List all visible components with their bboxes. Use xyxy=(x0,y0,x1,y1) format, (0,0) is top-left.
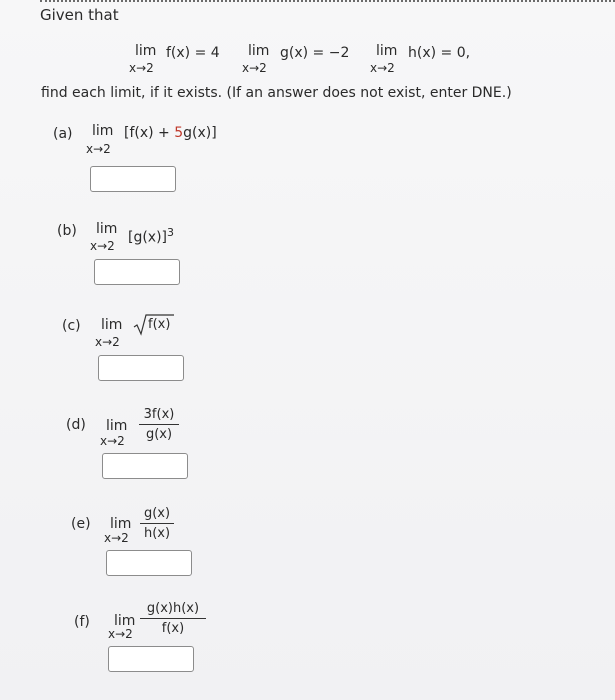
part-f-sub: x→2 xyxy=(108,627,133,641)
given-lim-f-sub: x→2 xyxy=(129,61,154,75)
given-lim-g-expr: g(x) = −2 xyxy=(280,45,350,61)
part-c-label: (c) xyxy=(62,318,81,334)
given-lim-g-sub: x→2 xyxy=(242,61,267,75)
given-lim-f-word: lim xyxy=(135,43,157,59)
part-c-lim: lim xyxy=(101,317,123,333)
part-a-lim: lim xyxy=(92,123,114,139)
part-a-sub: x→2 xyxy=(86,142,111,156)
part-f-label: (f) xyxy=(74,614,90,630)
fraction-bar xyxy=(139,424,179,425)
top-divider xyxy=(40,0,615,2)
part-a-expression xyxy=(124,125,217,141)
given-lim-h-expr: h(x) = 0, xyxy=(408,45,471,61)
part-b-label: (b) xyxy=(57,223,77,239)
part-e-label: (e) xyxy=(71,516,91,532)
part-a-expr-start: [f(x) + xyxy=(124,125,175,141)
instructions-text: find each limit, if it exists. (If an answer does not exist, enter DNE.) xyxy=(41,85,512,101)
part-b-expr: [g(x)] xyxy=(128,229,168,246)
part-d-lim: lim xyxy=(106,418,128,434)
part-b-sub: x→2 xyxy=(90,239,115,253)
part-f-denominator: f(x) xyxy=(161,621,185,636)
given-lim-g-word: lim xyxy=(248,43,270,59)
part-a-label: (a) xyxy=(53,126,73,142)
part-c-answer-input[interactable] xyxy=(98,355,184,381)
fraction-bar xyxy=(140,618,206,619)
part-b-lim: lim xyxy=(96,221,118,237)
part-d-sub: x→2 xyxy=(100,434,125,448)
part-d-label: (d) xyxy=(66,417,86,433)
given-lim-h-sub: x→2 xyxy=(370,61,395,75)
part-b-answer-input[interactable] xyxy=(94,259,180,285)
given-lim-h-word: lim xyxy=(376,43,398,59)
part-b-power: 3 xyxy=(167,226,175,239)
part-e-denominator: h(x) xyxy=(143,526,171,541)
part-a-answer-input[interactable] xyxy=(90,166,176,192)
part-e-sub: x→2 xyxy=(104,531,129,545)
part-f-lim: lim xyxy=(114,613,136,629)
part-d-fraction xyxy=(139,407,179,442)
part-a-coefficient: 5 xyxy=(174,125,184,141)
given-lim-f-expr: f(x) = 4 xyxy=(166,45,220,61)
part-b-expression xyxy=(128,226,174,246)
given-label: Given that xyxy=(40,6,119,24)
part-d-answer-input[interactable] xyxy=(102,453,188,479)
part-e-answer-input[interactable] xyxy=(106,550,192,576)
part-e-fraction xyxy=(140,506,174,541)
part-e-numerator: g(x) xyxy=(143,506,171,521)
part-f-answer-input[interactable] xyxy=(108,646,194,672)
part-c-sub: x→2 xyxy=(95,335,120,349)
part-a-expr-end: g(x)] xyxy=(183,125,217,141)
part-d-numerator: 3f(x) xyxy=(143,407,175,422)
fraction-bar xyxy=(140,523,174,524)
part-d-denominator: g(x) xyxy=(145,427,173,442)
part-c-radicand: f(x) xyxy=(148,317,171,332)
part-e-lim: lim xyxy=(110,516,132,532)
part-f-fraction xyxy=(140,601,206,636)
part-f-numerator: g(x)h(x) xyxy=(146,601,200,616)
